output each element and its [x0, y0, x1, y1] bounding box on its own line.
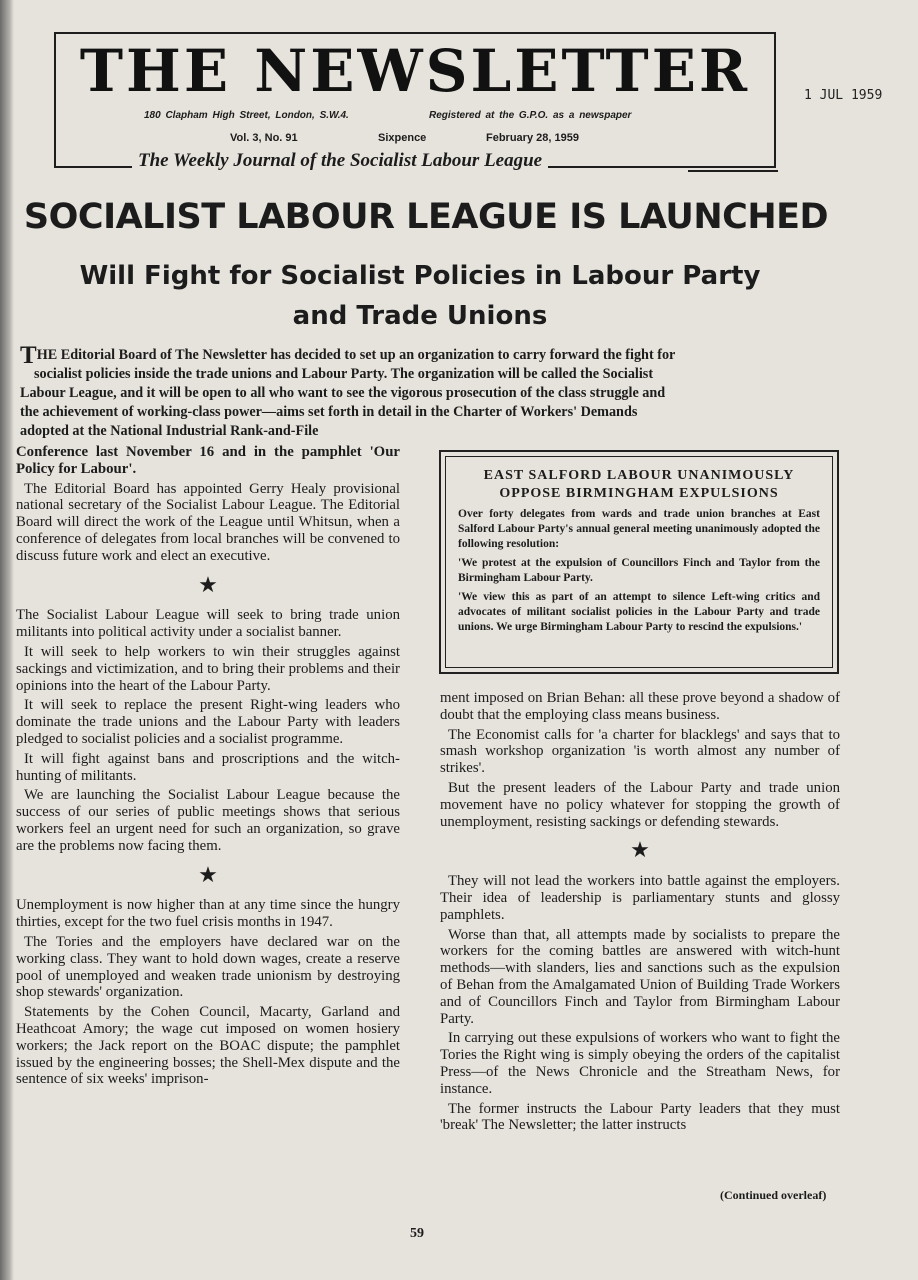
paragraph: It will seek to replace the present Right-wing leaders who dominate the trade unions and the Labour Party with leaders pledged to socialist policies and a socialist programme. [16, 697, 400, 747]
registration-note: Registered at the G.P.O. as a newspaper [429, 110, 632, 121]
star-separator-icon: ★ [198, 571, 218, 597]
paragraph: The Economist calls for 'a charter for blacklegs' and says that to smash workshop organization 'is worth almost any number of strikes'. [440, 726, 840, 777]
address: 180 Clapham High Street, London, S.W.4. [144, 110, 349, 121]
star-separator-icon: ★ [198, 861, 218, 887]
star-separator-icon: ★ [630, 837, 650, 863]
newspaper-title: THE NEWSLETTER [79, 37, 751, 105]
paragraph: The Tories and the employers have declared war on the working class. They want to hold down wages, create a reserve pool of unemployed and weaken trade unionism by destroying shop stewards' organization. [16, 933, 400, 1001]
paragraph: But the present leaders of the Labour Party and trade union movement have no policy whatever for stopping the growth of unemployment, resisting sackings or defending stewards. [440, 779, 840, 830]
lead-paragraph [20, 342, 840, 441]
paragraph: In carrying out these expulsions of workers who want to fight the Tories the Right wing is simply obeying the orders of the capitalist Press—of the News Chronicle and the Streatham News, for instance. [440, 1030, 840, 1097]
left-column [16, 444, 400, 1091]
paragraph: They will not lead the workers into battle against the employers. Their idea of leadership is parliamentary stunts and glossy pamphlets. [440, 873, 840, 923]
paragraph: The Socialist Labour League will seek to bring trade union militants into political activity under a socialist banner. [16, 607, 400, 641]
box-heading: EAST SALFORD LABOUR UNANIMOUSLY [483, 468, 795, 483]
volume-number: Vol. 3, No. 91 [230, 132, 298, 144]
paragraph: Unemployment is now higher than at any time since the hungry thirties, except for the two fuel crisis months in 1947. [16, 897, 400, 931]
lead-line: socialist policies inside the trade unions and Labour Party. The organization will be called the Socialist [34, 366, 654, 382]
resolution-box-inner [445, 456, 833, 668]
sub-headline-line: Will Fight for Socialist Policies in Labour Party [79, 261, 761, 291]
sub-headline-line: and Trade Unions [292, 301, 548, 331]
box-paragraph: Over forty delegates from wards and trade union branches at East Salford Labour Party's annual general meeting unanimously adopted the following resolution: [458, 508, 820, 550]
right-column [440, 690, 840, 1137]
box-paragraph: 'We view this as part of an attempt to silence Left-wing critics and advocates of militant socialist policies in the Labour Party and trade unions. We urge Birmingham Labour Party to rescind the expulsions.' [458, 591, 820, 633]
main-headline: SOCIALIST LABOUR LEAGUE IS LAUNCHED [23, 197, 829, 237]
lead-line: adopted at the National Industrial Rank-and-File [20, 423, 319, 439]
paragraph: ment imposed on Brian Behan: all these prove beyond a shadow of doubt that the employing class means business. [440, 690, 840, 723]
resolution-box [439, 450, 839, 674]
paragraph: We are launching the Socialist Labour League because the success of our series of public meetings shows that serious workers feel an urgent need for such an organization, so grave are the problems now facing them. [16, 787, 400, 854]
date-stamp: 1 JUL 1959 [804, 88, 883, 103]
tagline: The Weekly Journal of the Socialist Labour League [132, 150, 548, 172]
paragraph: Statements by the Cohen Council, Macarty, Garland and Heathcoat Amory; the wage cut imposed on women hosiery workers; the Jack report on the BOAC dispute; the pamphlet issued by the engineering bosses; the Shell-Mex dispute and the sentence of six weeks' imprison- [16, 1004, 400, 1088]
masthead [54, 32, 776, 168]
paragraph: The former instructs the Labour Party leaders that they must 'break' The Newsletter; the latter instructs [440, 1100, 840, 1134]
paragraph: It will seek to help workers to win their struggles against sackings and victimization, and to bring their problems and their opinions into the heart of the Labour Party. [16, 643, 400, 694]
masthead-address-line [144, 110, 632, 121]
lead-continuation: Conference last November 16 and in the pamphlet 'Our Policy for Labour'. [16, 444, 400, 477]
paragraph: It will fight against bans and proscriptions and the witch-hunting of militants. [16, 750, 400, 784]
lead-line: the achievement of working-class power—aims set forth in detail in the Charter of Workers' Demands [20, 404, 638, 420]
box-heading: OPPOSE BIRMINGHAM EXPULSIONS [499, 486, 779, 501]
issue-date: February 28, 1959 [486, 132, 579, 144]
sub-headline [20, 256, 820, 336]
lead-line: Labour League, and it will be open to all who want to see the vigorous prosecution of the class struggle and [20, 385, 666, 401]
page-number: 59 [410, 1226, 424, 1241]
tagline-rule [688, 170, 778, 172]
continued-note: (Continued overleaf) [720, 1188, 827, 1202]
price: Sixpence [378, 132, 427, 144]
drop-cap: T [20, 342, 37, 369]
box-paragraph: 'We protest at the expulsion of Councillors Finch and Taylor from the Birmingham Labour Party. [458, 557, 820, 584]
paragraph: The Editorial Board has appointed Gerry Healy provisional national secretary of the Socialist Labour League. The Editorial Board will direct the work of the League until Whitsun, when a conference of delegates from local branches will be convened to discuss future work and elect an executive. [16, 480, 400, 564]
paragraph: Worse than that, all attempts made by socialists to prepare the workers for the coming battles are answered with witch-hunt methods—with slanders, lies and sanctions such as the expulsion of Behan from the Amalgamated Union of Building Trade Workers and of Councillors Finch and Taylor from Birmingham Labour Party. [440, 926, 840, 1027]
lead-line: THE Editorial Board of The Newsletter has decided to set up an organization to carry forward the fight for [20, 342, 676, 369]
